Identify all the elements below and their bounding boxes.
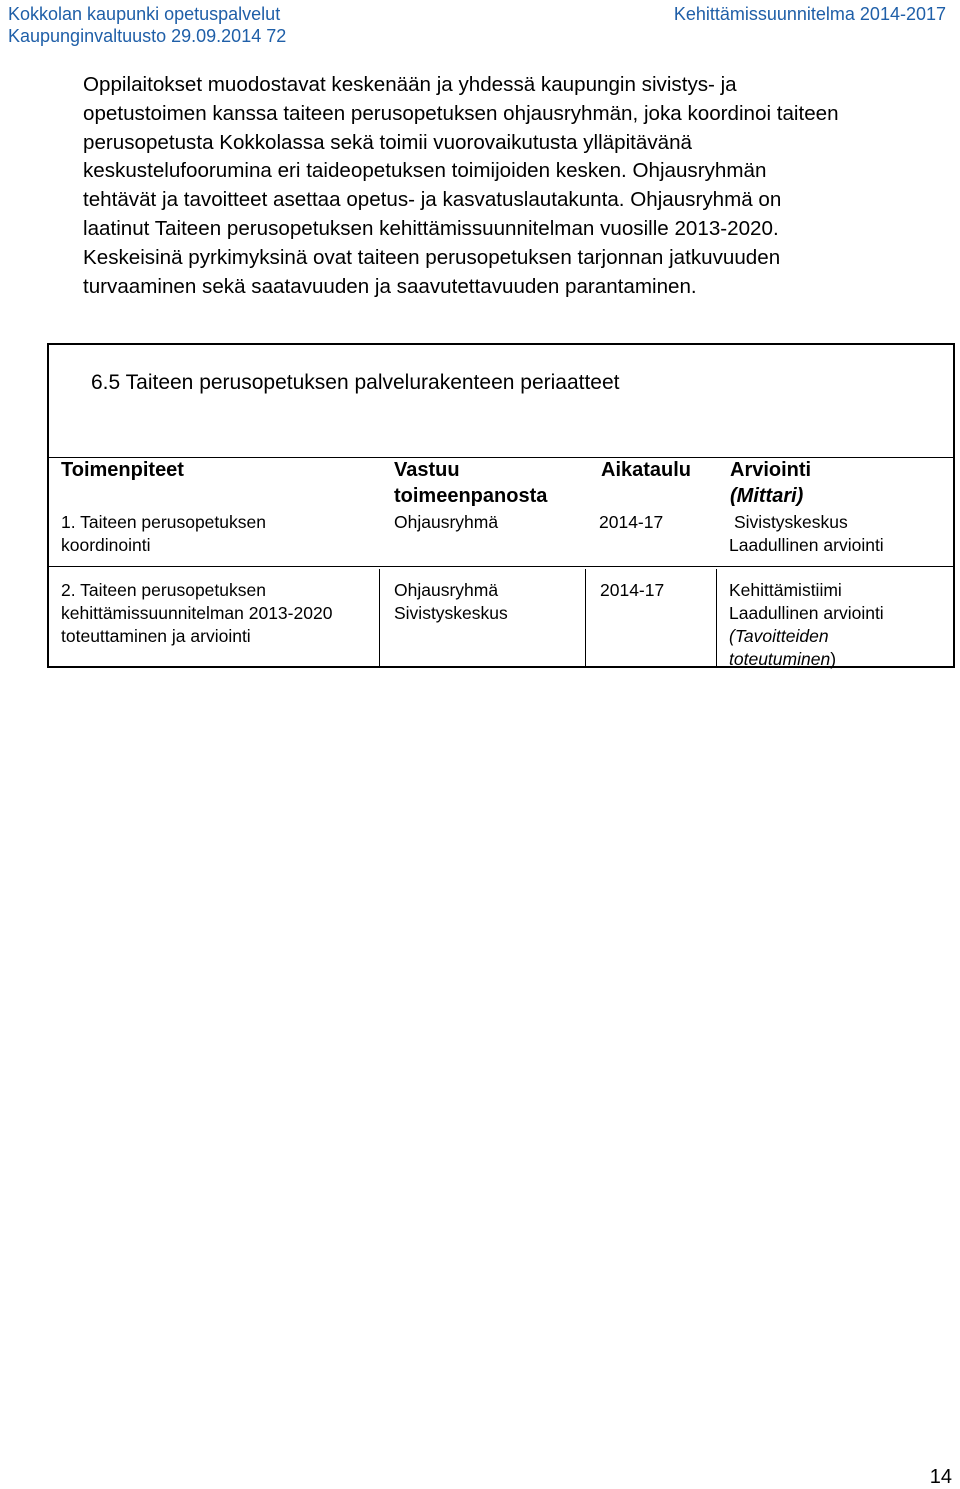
header-arviointi-line2: (Mittari) xyxy=(730,485,804,507)
header-arviointi xyxy=(730,457,811,509)
intro-line: opetustoimen kanssa taiteen perusopetuksen ohjausryhmän, joka koordinoi taiteen xyxy=(83,101,839,125)
header-meeting: Kaupunginvaltuusto 29.09.2014 72 xyxy=(8,26,287,46)
section-title: 6.5 Taiteen perusopetuksen palvelurakenteen periaatteet xyxy=(91,371,620,394)
header-toimenpiteet xyxy=(61,457,184,483)
header-toimenpiteet-text: Toimenpiteet xyxy=(61,459,184,481)
row2-toimenpide xyxy=(61,579,332,648)
header-org: Kokkolan kaupunki opetuspalvelut xyxy=(8,4,281,24)
row1-arviointi xyxy=(729,511,884,557)
header-vastuu-line2: toimeenpanosta xyxy=(394,485,548,507)
intro-line: Oppilaitokset muodostavat keskenään ja yhdessä kaupungin sivistys- ja xyxy=(83,73,737,96)
intro-line: keskustelufoorumina eri taideopetuksen toimijoiden kesken. Ohjausryhmän xyxy=(83,159,767,183)
row1-toimenpide xyxy=(61,511,266,557)
row2-arviointi-line3: (Tavoitteiden xyxy=(729,626,829,646)
header-right xyxy=(674,3,946,25)
row1-toimenpide-line1: 1. Taiteen perusopetuksen xyxy=(61,512,266,532)
row2-arviointi-line1: Kehittämistiimi xyxy=(729,580,842,600)
header-vastuu-line1: Vastuu xyxy=(394,459,460,481)
row2-arviointi-closing-paren: ) xyxy=(830,649,837,669)
row1-vastuu xyxy=(394,511,498,534)
row2-vastuu xyxy=(394,579,508,625)
row-divider xyxy=(49,566,953,567)
intro-line: perusopetusta Kokkolassa sekä toimii vuorovaikutusta ylläpitävänä xyxy=(83,130,692,154)
row2-toimenpide-line1: 2. Taiteen perusopetuksen xyxy=(61,580,266,600)
row2-arviointi-line2: Laadullinen arviointi xyxy=(729,603,884,623)
row2-aikataulu-text: 2014-17 xyxy=(600,580,665,600)
row1-aikataulu xyxy=(599,511,663,534)
column-divider xyxy=(379,569,380,666)
header-arviointi-line1: Arviointi xyxy=(730,459,812,481)
row2-vastuu-line2: Sivistyskeskus xyxy=(394,603,508,623)
row1-vastuu-line1: Ohjausryhmä xyxy=(394,512,499,532)
row1-arviointi-line2: Laadullinen arviointi xyxy=(729,535,884,555)
header-left xyxy=(8,3,286,47)
row1-aikataulu-text: 2014-17 xyxy=(599,512,664,532)
row2-vastuu-line1: Ohjausryhmä xyxy=(394,580,499,600)
header-vastuu xyxy=(394,457,547,509)
intro-line: turvaaminen sekä saatavuuden ja saavutettavuuden parantaminen. xyxy=(83,274,697,298)
row1-arviointi-line1: Sivistyskeskus xyxy=(734,512,848,532)
column-divider xyxy=(716,569,717,666)
row2-toimenpide-line3: toteuttaminen ja arviointi xyxy=(61,626,251,646)
row2-toimenpide-line2: kehittämissuunnitelman 2013-2020 xyxy=(61,603,333,623)
row2-arviointi-line4: toteutuminen xyxy=(729,649,831,669)
intro-line: tehtävät ja tavoitteet asettaa opetus- ja kasvatuslautakunta. Ohjausryhmä on xyxy=(83,188,782,212)
header-aikataulu-text: Aikataulu xyxy=(601,459,692,481)
row2-arviointi xyxy=(729,579,884,671)
header-aikataulu xyxy=(601,457,691,483)
intro-line: Keskeisinä pyrkimyksinä ovat taiteen perusopetuksen tarjonnan jatkuvuuden xyxy=(83,245,781,269)
header-plan: Kehittämissuunnitelma 2014-2017 xyxy=(673,4,946,24)
column-divider xyxy=(585,569,586,666)
page-number: 14 xyxy=(929,1466,952,1488)
row2-aikataulu xyxy=(600,579,664,602)
intro-paragraph xyxy=(83,71,959,301)
measures-table xyxy=(47,343,955,668)
intro-line: laatinut Taiteen perusopetuksen kehittämissuunnitelman vuosille 2013-2020. xyxy=(83,216,779,240)
row1-toimenpide-line2: koordinointi xyxy=(61,535,151,555)
